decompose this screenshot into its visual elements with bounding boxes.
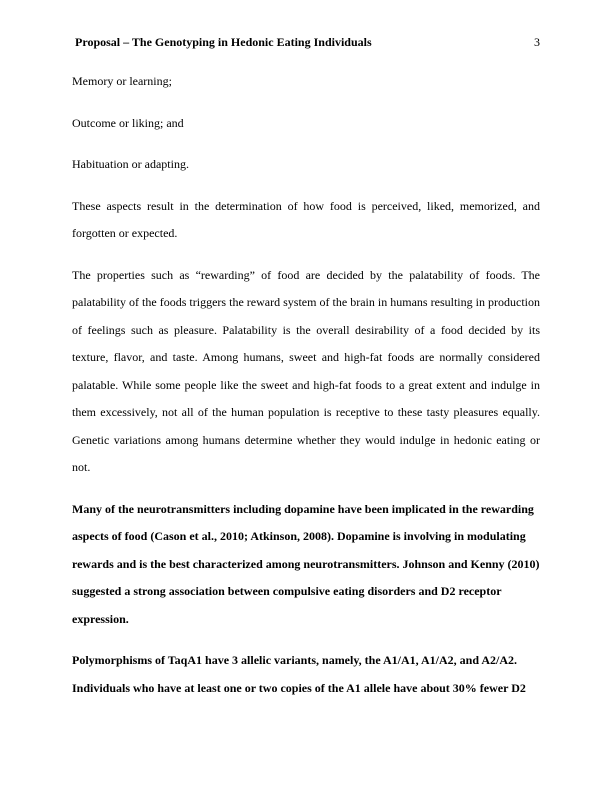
page-number: 3 (534, 35, 540, 49)
paragraph-palatability: The properties such as “rewarding” of food are decided by the palatability of foods. The palatability of the foods triggers the reward system of the brain in humans resulting in production of feelings such as pleasure. Palatability is the overall desirability of a food decided by its texture, flavor, and taste. Among humans, sweet and high-fat foods are normally considered palatable. While some people like the sweet and high-fat foods to a great extent and indulge in them excessively, not all of the human population is receptive to these tasty pleasures equally. Genetic variations among humans determine whether they would indulge in hedonic eating or not. (72, 267, 540, 474)
paragraph-aspects: These aspects result in the determination of how food is perceived, liked, memorized, and forgotten or expected. (72, 198, 540, 240)
list-line-outcome: Outcome or liking; and (72, 115, 184, 130)
paragraph-neurotransmitters: Many of the neurotransmitters including dopamine have been implicated in the rewarding aspects of food (Cason et al., 2010; Atkinson, 2008). Dopamine is involving in modulating rewards and is the best characterized among neurotransmitters. Johnson and Kenny (2010) suggested a strong association between compulsive eating disorders and D2 receptor expression. (72, 501, 540, 626)
running-head-title: Proposal – The Genotyping in Hedonic Eating Individuals (75, 35, 372, 49)
page-header (75, 35, 540, 53)
list-line-habituation: Habituation or adapting. (72, 157, 189, 171)
document-body (72, 68, 540, 716)
list-line-memory: Memory or learning; (72, 74, 172, 88)
paragraph-polymorphisms: Polymorphisms of TaqA1 have 3 allelic variants, namely, the A1/A1, A1/A2, and A2/A2. Individuals who have at least one or two copies of the A1 allele have about 30% fewer D2 (72, 653, 526, 695)
